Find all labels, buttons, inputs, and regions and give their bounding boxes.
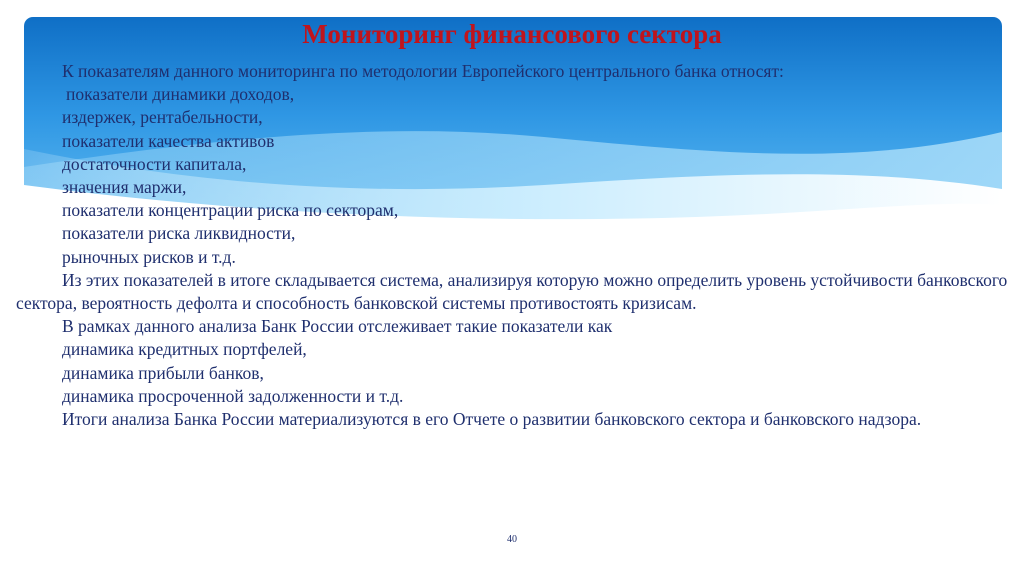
text-line: рыночных рисков и т.д.	[62, 246, 236, 267]
text-line: К показателям данного мониторинга по методологии Европейского центрального банка относят:	[62, 61, 784, 81]
text-line: динамика прибыли банков,	[62, 362, 264, 383]
paragraph: Итоги анализа Банка России материализуются в его Отчете о развитии банковского сектора и банковского надзора.	[62, 409, 922, 430]
text-line: динамика кредитных портфелей,	[62, 339, 307, 360]
slide-title: Мониторинг финансового сектора	[302, 19, 722, 49]
text-line: значения маржи,	[62, 177, 187, 198]
text-line: издержек, рентабельности,	[62, 107, 263, 128]
page-number: 40	[507, 534, 517, 545]
text-line: достаточности капитала,	[62, 153, 247, 174]
text-line: показатели концентрации риска по секторам,	[62, 200, 399, 221]
text-line: показатели качества активов	[62, 130, 275, 151]
slide-body	[16, 60, 1012, 431]
text-line: показатели риска ликвидности,	[62, 223, 296, 244]
text-line: показатели динамики доходов,	[66, 84, 295, 105]
paragraph: Из этих показателей в итоге складывается система, анализируя которую можно определить уровень устойчивости банковского сектора, вероятность дефолта и способность банковской системы противостоять кризисам.	[16, 269, 1008, 314]
text-line: динамика просроченной задолженности и т.д.	[62, 385, 404, 406]
text-line: В рамках данного анализа Банк России отслеживает такие показатели как	[62, 316, 613, 337]
